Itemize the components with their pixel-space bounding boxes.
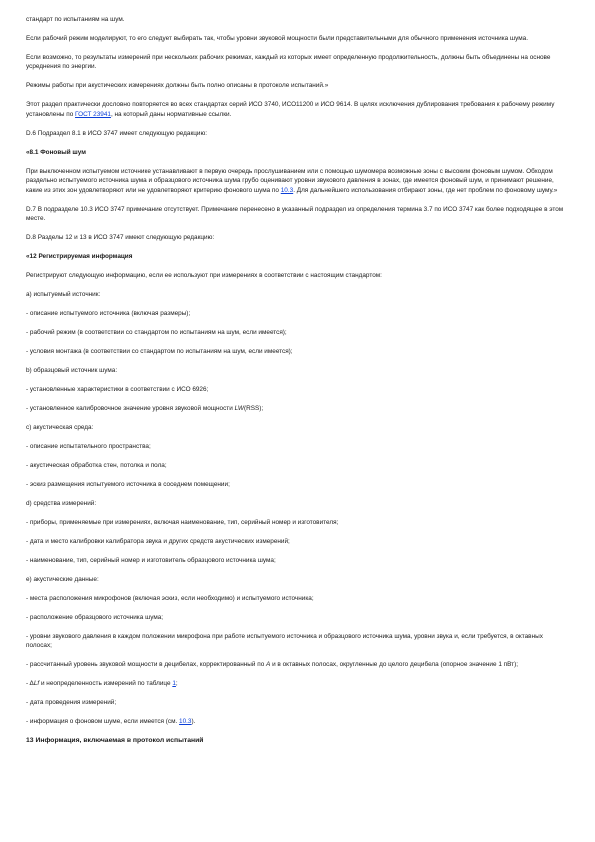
list-heading: а) испытуемый источник: bbox=[26, 291, 101, 299]
paragraph: D.7 В подразделе 10.3 ИСО 3747 примечание отсутствует. Примечание перенесено в указанный подраздел из определения термина 3.7 по ИСО 3747 как более подходящее в этом месте. bbox=[26, 205, 564, 223]
list-item: - акустическая обработка стен, потолка и пола; bbox=[26, 462, 167, 470]
list-item: - рабочий режим (в соответствии со стандартом по испытаниям на шум, если имеется); bbox=[26, 329, 287, 337]
list-item bbox=[26, 404, 569, 413]
paragraph: D.6 Подраздел 8.1 в ИСО 3747 имеет следующую редакцию: bbox=[26, 129, 208, 137]
italic-symbol: А bbox=[266, 661, 271, 669]
list-item bbox=[26, 660, 569, 669]
section-10-3-link[interactable]: 10.3 bbox=[179, 718, 192, 726]
list-item bbox=[26, 717, 569, 726]
text: - установленное калибровочное значение уровня звуковой мощности bbox=[26, 405, 235, 413]
text: Этот раздел практически дословно повторяется во всех стандартах серий ИСО 3740, ИСО11200 и ИСО 9614. В целях исключения дублирования требования к рабочему режиму установлены по bbox=[26, 101, 555, 118]
text: - Δ bbox=[26, 680, 34, 688]
list-item: - приборы, применяемые при измерениях, включая наименование, тип, серийный номер и изготовителя; bbox=[26, 519, 339, 527]
paragraph: Режимы работы при акустических измерениях должны быть полно описаны в протоколе испытаний.» bbox=[26, 82, 329, 90]
text: (RSS); bbox=[243, 405, 264, 413]
paragraph-with-link bbox=[26, 167, 569, 195]
list-item: - условия монтажа (в соответствии со стандартом по испытаниям на шум, если имеется); bbox=[26, 348, 293, 356]
list-item: - установленные характеристики в соответствии с ИСО 6926; bbox=[26, 386, 209, 394]
section-heading: «8.1 Фоновый шум bbox=[26, 148, 86, 156]
italic-symbol: LW bbox=[234, 405, 244, 413]
list-item: - описание испытуемого источника (включая размеры); bbox=[26, 310, 191, 318]
text: - рассчитанный уровень звуковой мощности в децибелах, корректированный по bbox=[26, 661, 267, 669]
text: ; bbox=[175, 680, 178, 688]
text: , на который даны нормативные ссылки. bbox=[110, 110, 232, 118]
paragraph: D.8 Разделы 12 и 13 в ИСО 3747 имеют следующую редакцию: bbox=[26, 234, 215, 242]
gost-23941-link[interactable]: ГОСТ 23941 bbox=[75, 110, 111, 118]
list-item: - наименование, тип, серийный номер и изготовитель образцового источника шума; bbox=[26, 557, 276, 565]
list-heading: e) акустические данные: bbox=[26, 576, 99, 584]
list-heading: d) средства измерений: bbox=[26, 500, 97, 508]
text: и неопределенность измерений по таблице bbox=[39, 680, 173, 688]
paragraph-with-link bbox=[26, 100, 569, 119]
list-heading: c) акустическая среда: bbox=[26, 424, 94, 432]
list-item bbox=[26, 679, 569, 688]
list-item: - расположение образцового источника шума; bbox=[26, 614, 164, 622]
list-item: - дата и место калибровки калибратора звука и других средств акустических измерений; bbox=[26, 538, 290, 546]
section-heading: «12 Регистрируемая информация bbox=[26, 253, 133, 261]
list-item: - описание испытательного пространства; bbox=[26, 443, 151, 451]
paragraph: Если возможно, то результаты измерений при нескольких рабочих режимах, каждый из которых имеет определенную продолжительность, должны быть объединены на основе усреднения по энергии. bbox=[26, 54, 551, 71]
table-1-link[interactable]: 1 bbox=[172, 680, 176, 688]
text: ). bbox=[191, 718, 196, 726]
list-item: - места расположения микрофонов (включая эскиз, если необходимо) и испытуемого источника; bbox=[26, 595, 314, 603]
text: При выключенном испытуемом источнике устанавливают в первую очередь прослушиванием или с помощью шумомера возможные зоны с высоким фоновым шумом. Обходом раздельно испытуемого источника шума и образцового источника шума грубо оценивают уровни звукового давления в зонах, где имеется фоновый шум, и принимают решение, какие из этих зон удовлетворяют или не удовлетворяют критерию фонового шума по bbox=[26, 167, 554, 194]
text: и в октавных полосах, округленные до целого децибела (опорное значение 1 пВт); bbox=[270, 661, 519, 669]
list-heading: b) образцовый источник шума: bbox=[26, 367, 118, 375]
text: - информация о фоновом шуме, если имеется (см. bbox=[26, 718, 180, 726]
paragraph: Регистрируют следующую информацию, если ее используют при измерениях в соответствии с настоящим стандартом: bbox=[26, 272, 382, 280]
list-item: - дата проведения измерений; bbox=[26, 699, 117, 707]
italic-symbol: Lf bbox=[33, 680, 40, 688]
text: . Для дальнейшего использования отбирают зоны, где нет проблем по фоновому шуму.» bbox=[293, 186, 558, 194]
paragraph: Если рабочий режим моделируют, то его следует выбирать так, чтобы уровни звуковой мощности были представительными для обычного применения источника шума. bbox=[26, 35, 528, 42]
list-item: - уровни звукового давления в каждом положении микрофона при работе испытуемого источника и образцового источника шума, уровни звука и, если требуется, в октавных полосах; bbox=[26, 633, 543, 650]
section-heading: 13 Информация, включаемая в протокол испытаний bbox=[26, 737, 204, 745]
section-10-3-link[interactable]: 10.3 bbox=[280, 186, 294, 194]
paragraph: стандарт по испытаниям на шум. bbox=[26, 16, 125, 23]
list-item: - эскиз размещения испытуемого источника в соседнем помещении; bbox=[26, 481, 230, 489]
